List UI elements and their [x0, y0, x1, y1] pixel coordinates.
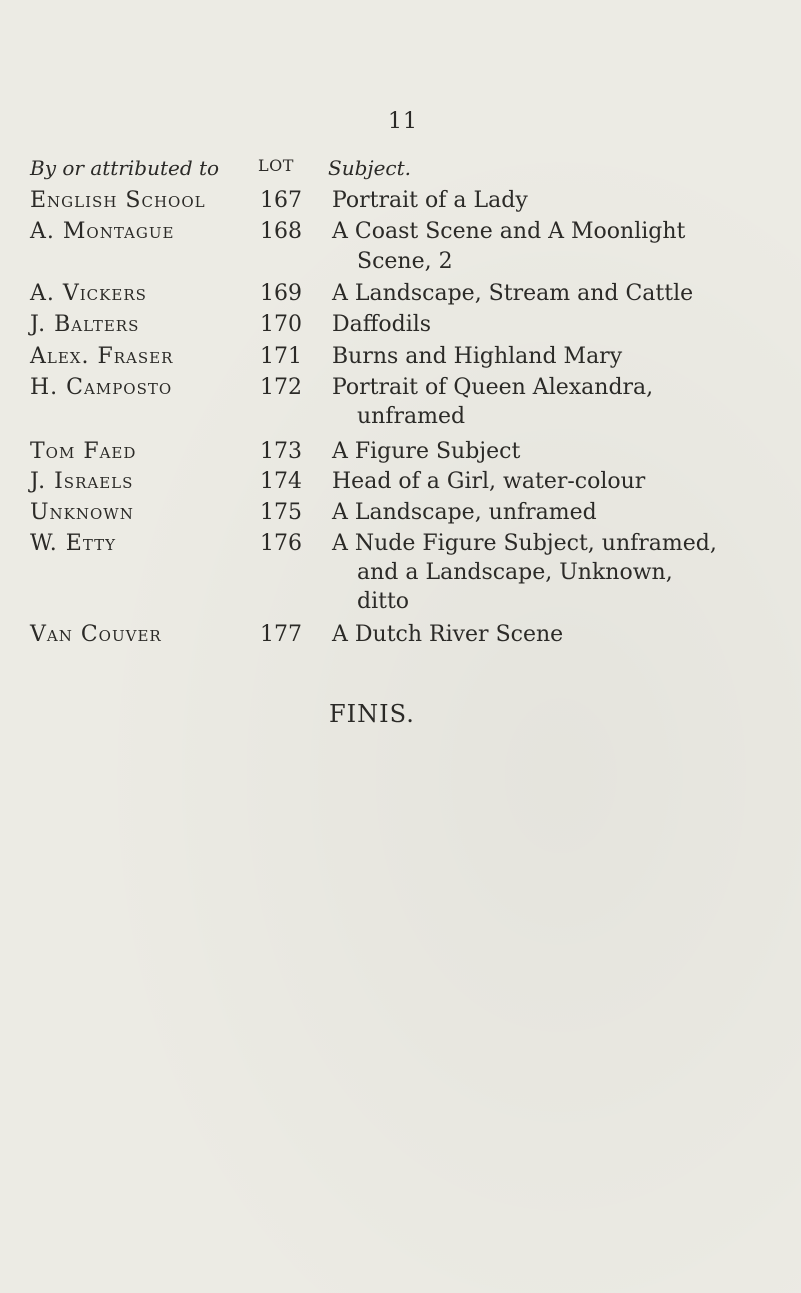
subject-title: A Landscape, unframed: [332, 500, 597, 525]
lot-number: 175: [260, 500, 302, 525]
catalogue-entry: [0, 188, 801, 214]
subject-continuation: ditto: [357, 589, 410, 614]
artist-name: J. Balters: [30, 312, 140, 337]
artist-column-header: By or attributed to: [30, 156, 220, 180]
catalogue-entry: [0, 375, 801, 401]
catalogue-entry: [0, 622, 801, 648]
lot-column-header: LOT: [258, 156, 294, 175]
finis-label: FINIS.: [329, 700, 415, 728]
lot-number: 174: [260, 469, 302, 494]
lot-number: 177: [260, 622, 302, 647]
catalogue-entry: [0, 219, 801, 245]
lot-number: 173: [260, 439, 302, 464]
subject-title: Head of a Girl, water-colour: [332, 469, 646, 494]
page-number: 11: [388, 109, 418, 134]
subject-title: A Landscape, Stream and Cattle: [332, 281, 694, 306]
artist-name: W. Etty: [30, 531, 117, 556]
artist-name: Alex. Fraser: [30, 344, 174, 369]
artist-name: Van Couver: [30, 622, 162, 647]
subject-continuation: and a Landscape, Unknown,: [357, 560, 673, 585]
subject-title: A Figure Subject: [332, 439, 521, 464]
subject-title: Burns and Highland Mary: [332, 344, 623, 369]
catalogue-entry: [0, 500, 801, 526]
artist-name: Tom Faed: [30, 439, 137, 464]
subject-title: A Dutch River Scene: [332, 622, 564, 647]
lot-number: 171: [260, 344, 302, 369]
artist-name: Unknown: [30, 500, 134, 525]
lot-number: 176: [260, 531, 302, 556]
artist-name: J. Israels: [30, 469, 134, 494]
catalogue-entry: [0, 312, 801, 338]
catalogue-entry: [0, 439, 801, 465]
catalogue-entry: [0, 344, 801, 370]
artist-name: H. Camposto: [30, 375, 173, 400]
lot-number: 172: [260, 375, 302, 400]
artist-name: English School: [30, 188, 206, 213]
artist-name: A. Montague: [30, 219, 175, 244]
subject-column-header: Subject.: [328, 156, 412, 180]
artist-name: A. Vickers: [30, 281, 147, 306]
subject-title: A Nude Figure Subject, unframed,: [332, 531, 717, 556]
lot-number: 169: [260, 281, 302, 306]
subject-title: Daffodils: [332, 312, 432, 337]
subject-title: Portrait of a Lady: [332, 188, 528, 213]
subject-continuation: Scene, 2: [357, 249, 453, 274]
catalogue-entry: [0, 531, 801, 557]
subject-continuation: unframed: [357, 404, 466, 429]
catalogue-entry: [0, 281, 801, 307]
subject-title: Portrait of Queen Alexandra,: [332, 375, 654, 400]
lot-number: 167: [260, 188, 302, 213]
lot-number: 168: [260, 219, 302, 244]
subject-title: A Coast Scene and A Moonlight: [332, 219, 686, 244]
lot-number: 170: [260, 312, 302, 337]
catalogue-entry: [0, 469, 801, 495]
